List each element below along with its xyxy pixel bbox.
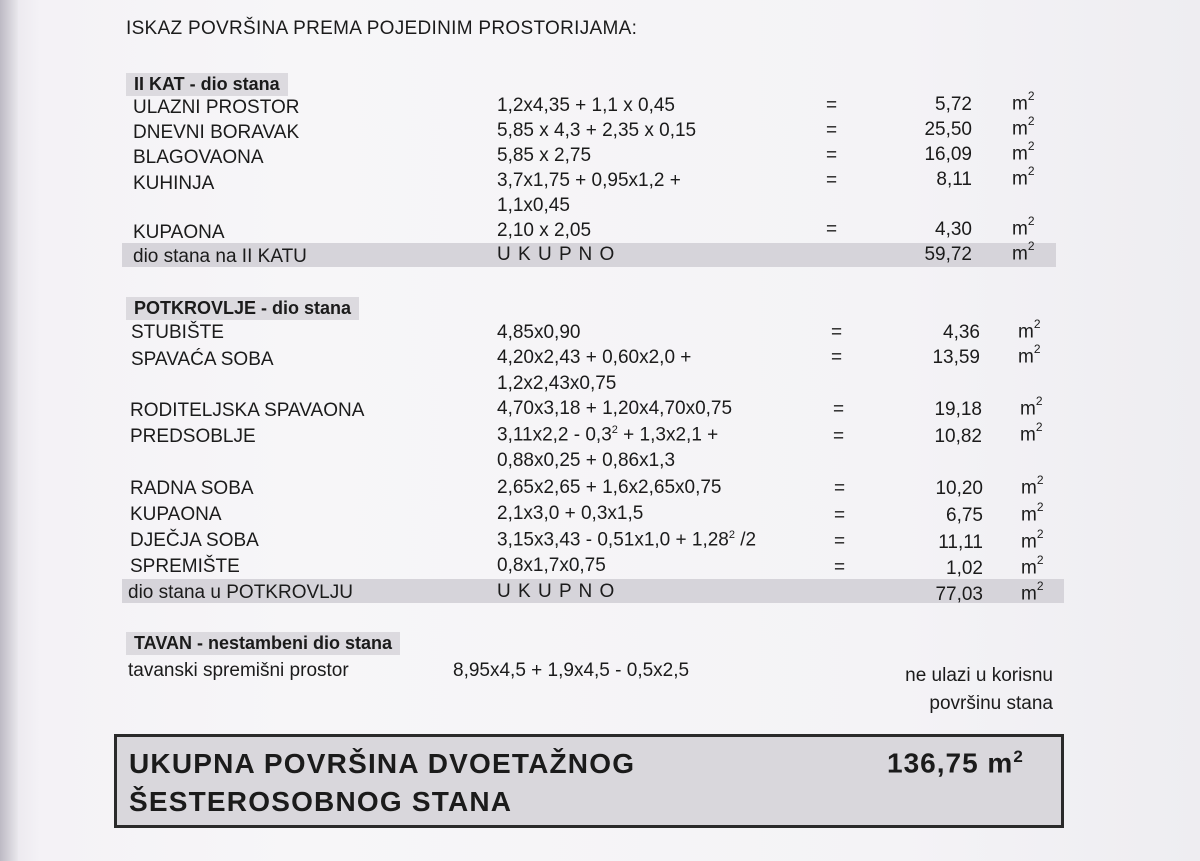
grand-total-label (129, 745, 635, 821)
subtotal-label: dio stana na II KATU (133, 246, 307, 267)
unit-m2-exponent: 2 (1033, 317, 1041, 331)
room-name: SPREMIŠTE (130, 556, 240, 577)
equals-sign: = (826, 95, 838, 116)
room-formula-continued: 1,2x2,43x0,75 (497, 373, 617, 394)
room-name: DJEČJA SOBA (130, 530, 259, 551)
unit-m2 (1021, 502, 1044, 526)
room-name: KUHINJA (133, 173, 215, 194)
room-area: 13,59 (932, 347, 980, 368)
room-name: RADNA SOBA (130, 478, 254, 499)
formula-part: 3,15x3,43 - 0,51x1,0 + 1,28 (497, 529, 729, 551)
unit-m2 (1021, 555, 1044, 579)
room-formula: 2,1x3,0 + 0,3x1,5 (497, 503, 644, 524)
unit-m2 (1012, 241, 1035, 265)
room-area: 6,75 (946, 505, 983, 526)
room-name: STUBIŠTE (131, 322, 224, 343)
grand-total-box (114, 734, 1064, 828)
formula-part: + 1,3x2,1 + (617, 424, 719, 446)
grand-total-label-line: UKUPNA POVRŠINA DVOETAŽNOG (129, 748, 636, 779)
unit-m2 (1020, 422, 1043, 446)
unit-m2-base: m (1021, 531, 1037, 553)
room-area: 25,50 (924, 119, 972, 140)
unit-m2-base: m (1021, 477, 1037, 499)
unit-m2-base: m (1020, 424, 1036, 446)
formula-exponent: 2 (611, 424, 618, 436)
room-formula-continued: 0,88x0,25 + 0,86x1,3 (497, 450, 676, 471)
unit-m2-exponent: 2 (1027, 89, 1035, 103)
unit-m2-exponent: 2 (1036, 473, 1044, 487)
unit-m2 (1012, 166, 1035, 190)
room-area: 10,20 (935, 478, 983, 499)
room-formula (497, 424, 718, 446)
room-formula-continued: 1,1x0,45 (497, 195, 570, 216)
room-area: 19,18 (934, 399, 982, 420)
equals-sign: = (826, 120, 838, 141)
unit-m2-exponent: 2 (1027, 239, 1035, 253)
equals-sign: = (831, 322, 843, 343)
unit-m2-base: m (1012, 93, 1028, 115)
attic-room-name: tavanski spremišni prostor (128, 660, 349, 681)
unit-m2-exponent: 2 (1036, 527, 1044, 541)
unit-m2-base: m (1012, 243, 1028, 265)
room-area: 10,82 (934, 426, 982, 447)
room-formula: 4,85x0,90 (497, 322, 581, 343)
unit-m2-base: m (1012, 168, 1028, 190)
unit-m2 (1012, 141, 1035, 165)
unit-m2-exponent: 2 (1027, 164, 1035, 178)
room-name: RODITELJSKA SPAVAONA (130, 400, 365, 421)
equals-sign: = (834, 557, 846, 578)
subtotal-label: dio stana u POTKROVLJU (128, 582, 353, 603)
unit-m2 (1021, 529, 1044, 553)
unit-m2-base: m (1020, 398, 1036, 420)
grand-total-exponent: 2 (1013, 747, 1024, 766)
unit-m2-exponent: 2 (1035, 394, 1043, 408)
room-area: 16,09 (924, 144, 972, 165)
unit-m2-base: m (1018, 321, 1034, 343)
unit-m2-exponent: 2 (1027, 114, 1035, 128)
attic-note (833, 662, 1053, 718)
room-area: 5,72 (935, 94, 972, 115)
unit-m2 (1012, 91, 1035, 115)
grand-total-number: 136,75 m (887, 747, 1014, 779)
room-name: BLAGOVAONA (133, 147, 264, 168)
room-name: ULAZNI PROSTOR (133, 97, 300, 118)
unit-m2 (1021, 475, 1044, 499)
unit-m2 (1018, 319, 1041, 343)
equals-sign: = (826, 145, 838, 166)
room-formula: 5,85 x 2,75 (497, 145, 592, 166)
unit-m2-exponent: 2 (1033, 342, 1041, 356)
equals-sign: = (826, 219, 838, 240)
subtotal-value: 77,03 (935, 584, 983, 605)
equals-sign: = (826, 170, 838, 191)
subtotal-word: U K U P N O (497, 244, 616, 265)
unit-m2-exponent: 2 (1036, 500, 1044, 514)
document-title: ISKAZ POVRŠINA PREMA POJEDINIM PROSTORIJAMA: (126, 18, 638, 39)
equals-sign: = (834, 505, 846, 526)
unit-m2-base: m (1021, 504, 1037, 526)
unit-m2-exponent: 2 (1035, 420, 1043, 434)
unit-m2 (1012, 116, 1035, 140)
unit-m2-base: m (1018, 346, 1034, 368)
equals-sign: = (831, 347, 843, 368)
attic-room-formula: 8,95x4,5 + 1,9x4,5 - 0,5x2,5 (453, 660, 690, 681)
formula-exponent: 2 (728, 529, 735, 541)
room-formula: 1,2x4,35 + 1,1 x 0,45 (497, 95, 675, 116)
grand-total-value (887, 747, 1024, 779)
room-area: 8,11 (936, 169, 972, 190)
unit-m2-exponent: 2 (1027, 214, 1035, 228)
unit-m2 (1020, 396, 1043, 420)
room-formula: 3,7x1,75 + 0,95x1,2 + (497, 170, 681, 191)
room-name: KUPAONA (130, 504, 222, 525)
unit-m2-base: m (1012, 218, 1028, 240)
unit-m2-exponent: 2 (1027, 139, 1035, 153)
attic-note-line: ne ulazi u korisnu (905, 665, 1053, 686)
equals-sign: = (833, 399, 845, 420)
unit-m2-base: m (1012, 118, 1028, 140)
room-name: SPAVAĆA SOBA (131, 349, 274, 370)
unit-m2-base: m (1021, 583, 1037, 605)
unit-m2 (1021, 581, 1044, 605)
room-formula (497, 529, 756, 551)
equals-sign: = (834, 531, 846, 552)
section-heading-potkrovlje: POTKROVLJE - dio stana (126, 297, 359, 320)
room-name: KUPAONA (133, 222, 225, 243)
subtotal-word: U K U P N O (497, 581, 616, 602)
room-area: 4,30 (935, 219, 972, 240)
grand-total-label-line: ŠESTEROSOBNOG STANA (129, 786, 513, 817)
room-formula: 2,10 x 2,05 (497, 220, 592, 241)
room-formula: 4,20x2,43 + 0,60x2,0 + (497, 347, 692, 368)
unit-m2 (1012, 216, 1035, 240)
room-name: PREDSOBLJE (130, 426, 256, 447)
room-name: DNEVNI BORAVAK (133, 122, 300, 143)
section-heading-tavan: TAVAN - nestambeni dio stana (126, 632, 400, 655)
equals-sign: = (834, 478, 846, 499)
unit-m2-exponent: 2 (1036, 553, 1044, 567)
section-heading-ii-kat: II KAT - dio stana (126, 73, 288, 96)
attic-note-line: površinu stana (929, 693, 1053, 714)
room-formula: 4,70x3,18 + 1,20x4,70x0,75 (497, 398, 733, 419)
unit-m2-exponent: 2 (1036, 579, 1044, 593)
room-area: 4,36 (943, 322, 980, 343)
unit-m2 (1018, 344, 1041, 368)
unit-m2-base: m (1021, 557, 1037, 579)
room-formula: 0,8x1,7x0,75 (497, 555, 606, 576)
room-formula: 5,85 x 4,3 + 2,35 x 0,15 (497, 120, 697, 141)
page-edge-shadow (0, 0, 18, 861)
room-formula: 2,65x2,65 + 1,6x2,65x0,75 (497, 477, 722, 498)
unit-m2-base: m (1012, 143, 1028, 165)
subtotal-value: 59,72 (924, 244, 972, 265)
formula-part: 3,11x2,2 - 0,3 (497, 424, 612, 446)
equals-sign: = (833, 426, 845, 447)
formula-part: /2 (735, 529, 757, 551)
room-area: 1,02 (946, 558, 983, 579)
room-area: 11,11 (938, 532, 983, 553)
